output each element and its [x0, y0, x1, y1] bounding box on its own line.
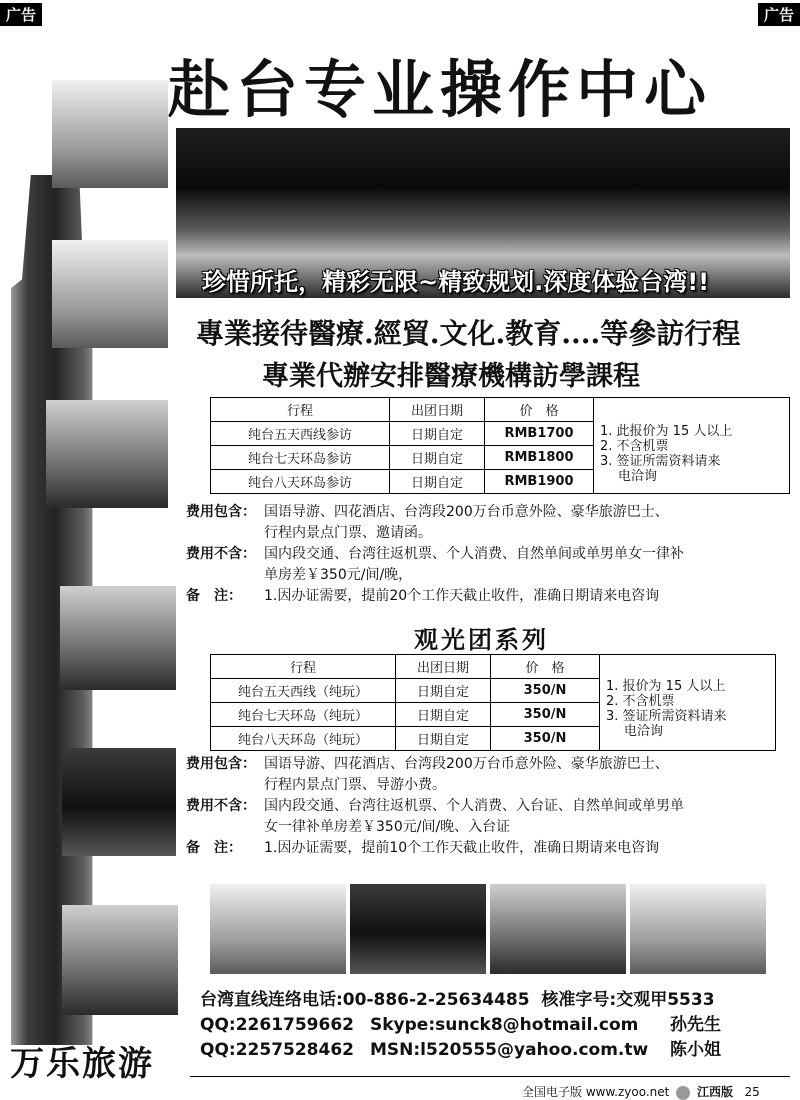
page-title: 赴台专业操作中心 [168, 53, 713, 126]
note-line: 3. 签证所需资料请来 [606, 709, 727, 724]
route-cell: 纯台五天西线参访 [211, 422, 390, 446]
remark-label: 备 注： [186, 840, 242, 856]
date-cell: 日期自定 [396, 703, 491, 727]
night-market-photo [62, 748, 176, 856]
ad-tag-right: 广告 [758, 3, 800, 26]
note-line: 2. 不含机票 [606, 694, 675, 709]
col-price: 价 格 [485, 398, 594, 422]
fee-exclude-text: 单房差￥350元/间/晚， [264, 567, 413, 583]
skype-contact: Skype:sunck8@hotmail.com [370, 1015, 639, 1035]
page-number: 25 [744, 1085, 760, 1099]
slogan-text: 珍惜所托，精彩无限~精致规划.深度体验台湾!! [202, 268, 710, 296]
table1-notes [594, 398, 790, 494]
fee-include-text: 国语导游、四花酒店、台湾段200万台币意外险、豪华旅游巴士、 [264, 756, 669, 772]
price-cell: RMB1700 [485, 422, 594, 446]
fee-exclude-label: 费用不含： [186, 546, 256, 562]
remark-text: 1.因办证需要，提前10个工作天截止收件，准确日期请来电咨询 [264, 840, 660, 856]
price-cell: 350/N [491, 727, 600, 751]
coastal-rock-photo [490, 884, 626, 974]
ad-tag-left: 广告 [0, 3, 42, 26]
flower-coast-photo [210, 884, 346, 974]
headline-1: 專業接待醫療.經貿.文化.教育....等參訪行程 [196, 317, 741, 350]
fees-section-2 [186, 754, 786, 859]
qq-2: QQ:2257528462 [200, 1040, 354, 1060]
contact-person-1: 孙先生 [670, 1015, 721, 1035]
date-cell: 日期自定 [390, 470, 485, 494]
price-cell: 350/N [491, 703, 600, 727]
hotline-text: 台湾直线连络电话:00-886-2-25634485 [200, 990, 530, 1010]
note-line: 电洽询 [624, 724, 664, 739]
footer-region: 江西版 [697, 1085, 734, 1099]
price-table-visits [210, 397, 790, 494]
fee-include-text: 国语导游、四花酒店、台湾段200万台币意外险、豪华旅游巴士、 [264, 504, 669, 520]
note-line: 3. 签证所需资料请来 [600, 454, 721, 469]
note-line: 1. 报价为 15 人以上 [606, 679, 726, 694]
lake-mountain-photo [62, 905, 178, 1015]
route-cell: 纯台八天环岛（纯玩） [211, 727, 396, 751]
route-cell: 纯台五天西线（纯玩） [211, 679, 396, 703]
col-route: 行程 [211, 398, 390, 422]
harbor-ship-photo [46, 400, 168, 508]
pavilion-photo [52, 240, 168, 348]
footer-rule [190, 1076, 790, 1077]
brand-logo-text: 万乐旅游 [10, 1044, 154, 1084]
fee-exclude-label: 费用不含： [186, 798, 256, 814]
route-cell: 纯台八天环岛参访 [211, 470, 390, 494]
fee-include-text: 行程内景点门票、邀请函。 [264, 525, 432, 541]
city-sunset-photo [350, 884, 486, 974]
note-line: 1. 此报价为 15 人以上 [600, 424, 733, 439]
footer [522, 1083, 760, 1100]
honor-guard-photo [60, 586, 176, 690]
note-line: 电洽询 [618, 469, 658, 484]
fee-exclude-text: 女一律补单房差￥350元/间/晚、入台证 [264, 819, 511, 835]
date-cell: 日期自定 [396, 679, 491, 703]
section-title-sightseeing: 观光团系列 [414, 626, 549, 654]
footer-edition: 全国电子版 www.zyoo.net [522, 1085, 670, 1099]
fee-include-text: 行程内景点门票、导游小费。 [264, 777, 446, 793]
col-price: 价 格 [491, 655, 600, 679]
memorial-hall-photo [52, 80, 168, 188]
fees-section-1 [186, 502, 786, 607]
col-date: 出团日期 [390, 398, 485, 422]
contact-block [200, 988, 721, 1063]
date-cell: 日期自定 [396, 727, 491, 751]
remark-label: 备 注： [186, 588, 242, 604]
qq-1: QQ:2261759662 [200, 1015, 354, 1035]
table2-notes [600, 655, 776, 751]
route-cell: 纯台七天环岛参访 [211, 446, 390, 470]
remark-text: 1.因办证需要，提前20个工作天截止收件，准确日期请来电咨询 [264, 588, 660, 604]
msn-contact: MSN:l520555@yahoo.com.tw [370, 1040, 649, 1060]
route-cell: 纯台七天环岛（纯玩） [211, 703, 396, 727]
date-cell: 日期自定 [390, 422, 485, 446]
fee-exclude-text: 国内段交通、台湾往返机票、个人消费、入台证、自然单间或单男单 [264, 798, 684, 814]
memorial-gate-photo [630, 884, 766, 974]
price-cell: 350/N [491, 679, 600, 703]
fee-exclude-text: 国内段交通、台湾往返机票、个人消费、自然单间或单男单女一律补 [264, 546, 684, 562]
col-date: 出团日期 [396, 655, 491, 679]
headline-2: 專業代辦安排醫療機構訪學課程 [262, 361, 640, 392]
price-table-sightseeing [210, 654, 776, 751]
logo-circle-icon [676, 1086, 690, 1100]
license-text: 核准字号:交观甲5533 [541, 990, 715, 1010]
col-route: 行程 [211, 655, 396, 679]
note-line: 2. 不含机票 [600, 439, 669, 454]
date-cell: 日期自定 [390, 446, 485, 470]
price-cell: RMB1800 [485, 446, 594, 470]
contact-person-2: 陈小姐 [670, 1040, 721, 1060]
fee-include-label: 费用包含： [186, 756, 256, 772]
fee-include-label: 费用包含： [186, 504, 256, 520]
price-cell: RMB1900 [485, 470, 594, 494]
